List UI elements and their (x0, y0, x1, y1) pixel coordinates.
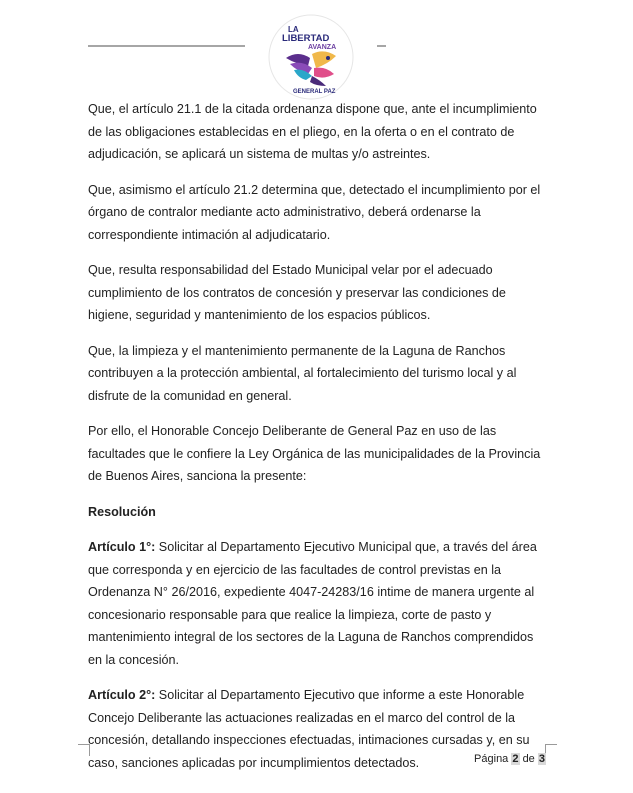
party-logo (268, 14, 354, 100)
logo-text-libertad: LIBERTAD (282, 33, 330, 44)
article-2-text: Solicitar al Departamento Ejecutivo que informe a este Honorable Concejo Deliberante las actuaciones realizadas en el marco del control de la concesión, detallando inspecciones efectuadas, intimaciones cursadas y, en su caso, sanciones aplicadas por incumplimientos detectados. (88, 688, 530, 770)
total-pages-number: 3 (538, 753, 545, 765)
paragraph-2: Que, asimismo el artículo 21.2 determina que, detectado el incumplimiento por el órgano de contralor mediante acto administrativo, deberá ordenarse la correspondiente intimación al adjudicatario. (88, 182, 541, 242)
paragraph-3: Que, resulta responsabilidad del Estado Municipal velar por el adecuado cumplimiento de los contratos de concesión y preservar las condiciones de higiene, seguridad y mantenimiento de los espacios públicos. (88, 263, 506, 322)
of-word: de (522, 753, 535, 765)
page-number-footer (474, 753, 546, 765)
resolution-heading: Resolución (88, 504, 156, 519)
current-page-number: 2 (512, 753, 519, 765)
margin-mark-left (78, 744, 90, 756)
paragraph-5: Por ello, el Honorable Concejo Deliberante de General Paz en uso de las facultades que le confiere la Ley Orgánica de las municipalidades de la Provincia de Buenos Aires, sanciona la presente: (88, 424, 541, 483)
article-2-label: Artículo 2°: (88, 688, 156, 702)
header-rule-right (377, 45, 386, 47)
logo-text-la: LA (288, 25, 299, 34)
logo-text-general-paz: GENERAL PAZ (293, 89, 336, 95)
article-1 (88, 536, 548, 671)
document-body (88, 98, 548, 787)
article-1-label: Artículo 1°: (88, 540, 156, 554)
paragraph-1: Que, el artículo 21.1 de la citada ordenanza dispone que, ante el incumplimiento de las obligaciones establecidas en el pliego, en la oferta o en el contrato de adjudicación, se aplicará un sistema de multas y/o astreintes. (88, 102, 537, 161)
margin-mark-right (545, 744, 557, 756)
article-1-text: Solicitar al Departamento Ejecutivo Municipal que, a través del área que corresponda y en ejercicio de las facultades de control previstas en la Ordenanza N° 26/2016, expediente 4047-24283/16 intime de manera urgente al concesionario responsable para que realice la limpieza, corte de pasto y mantenimiento integral de los sectores de la Laguna de Ranchos comprendidos en la concesión. (88, 540, 537, 667)
page-word: Página (474, 753, 509, 765)
logo-text-avanza: AVANZA (308, 44, 337, 51)
paragraph-4: Que, la limpieza y el mantenimiento permanente de la Laguna de Ranchos contribuyen a la protección ambiental, al fortalecimiento del turismo local y al disfrute de la comunidad en general. (88, 343, 517, 403)
header-rule-left (88, 45, 245, 47)
